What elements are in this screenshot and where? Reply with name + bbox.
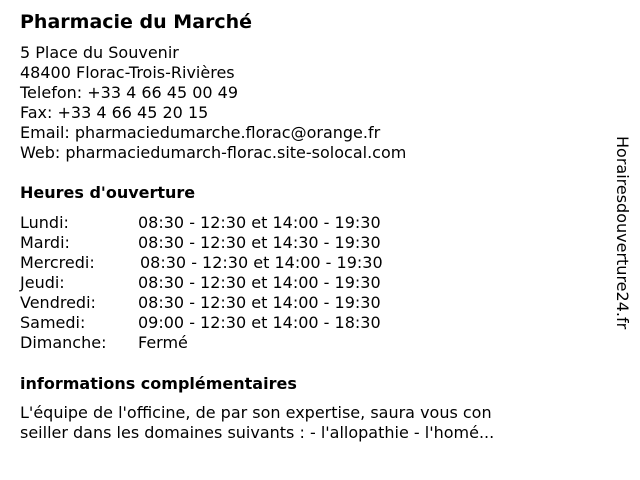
hours-heading: Heures d'ouverture — [20, 183, 196, 202]
day-label: Lundi: — [20, 213, 69, 232]
day-label: Jeudi: — [20, 273, 65, 292]
info-description — [20, 403, 494, 443]
day-label: Dimanche: — [20, 333, 107, 352]
phone-number: Telefon: +33 4 66 45 00 49 — [20, 83, 239, 102]
address-street: 5 Place du Souvenir — [20, 43, 179, 62]
info-line: L'équipe de l'officine, de par son expertise, saura vous con — [20, 403, 492, 422]
day-label: Samedi: — [20, 313, 86, 332]
address-city: 48400 Florac-Trois-Rivières — [20, 63, 235, 82]
brand-text: Horairesdouverture24.fr — [613, 136, 632, 330]
info-heading: informations complémentaires — [20, 374, 297, 393]
email-address: Email: pharmaciedumarche.florac@orange.fr — [20, 123, 381, 142]
time-range: 08:30 - 12:30 et 14:30 - 19:30 — [138, 233, 381, 252]
info-line: seiller dans les domaines suivants : - l'allopathie - l'homé... — [20, 423, 495, 442]
website: Web: pharmaciedumarch-florac.site-solocal.com — [20, 143, 407, 162]
day-label: Vendredi: — [20, 293, 96, 312]
time-range: 08:30 - 12:30 et 14:00 - 19:30 — [140, 253, 383, 272]
page-title: Pharmacie du Marché — [20, 11, 253, 33]
time-range: 08:30 - 12:30 et 14:00 - 19:30 — [138, 213, 381, 232]
time-range: 08:30 - 12:30 et 14:00 - 19:30 — [138, 273, 381, 292]
contact-block — [20, 43, 406, 163]
time-range: Fermé — [138, 333, 188, 352]
day-label: Mercredi: — [20, 253, 95, 272]
time-range: 09:00 - 12:30 et 14:00 - 18:30 — [138, 313, 381, 332]
time-range: 08:30 - 12:30 et 14:00 - 19:30 — [138, 293, 381, 312]
day-label: Mardi: — [20, 233, 70, 252]
side-brand-watermark — [612, 136, 632, 376]
fax-number: Fax: +33 4 66 45 20 15 — [20, 103, 209, 122]
